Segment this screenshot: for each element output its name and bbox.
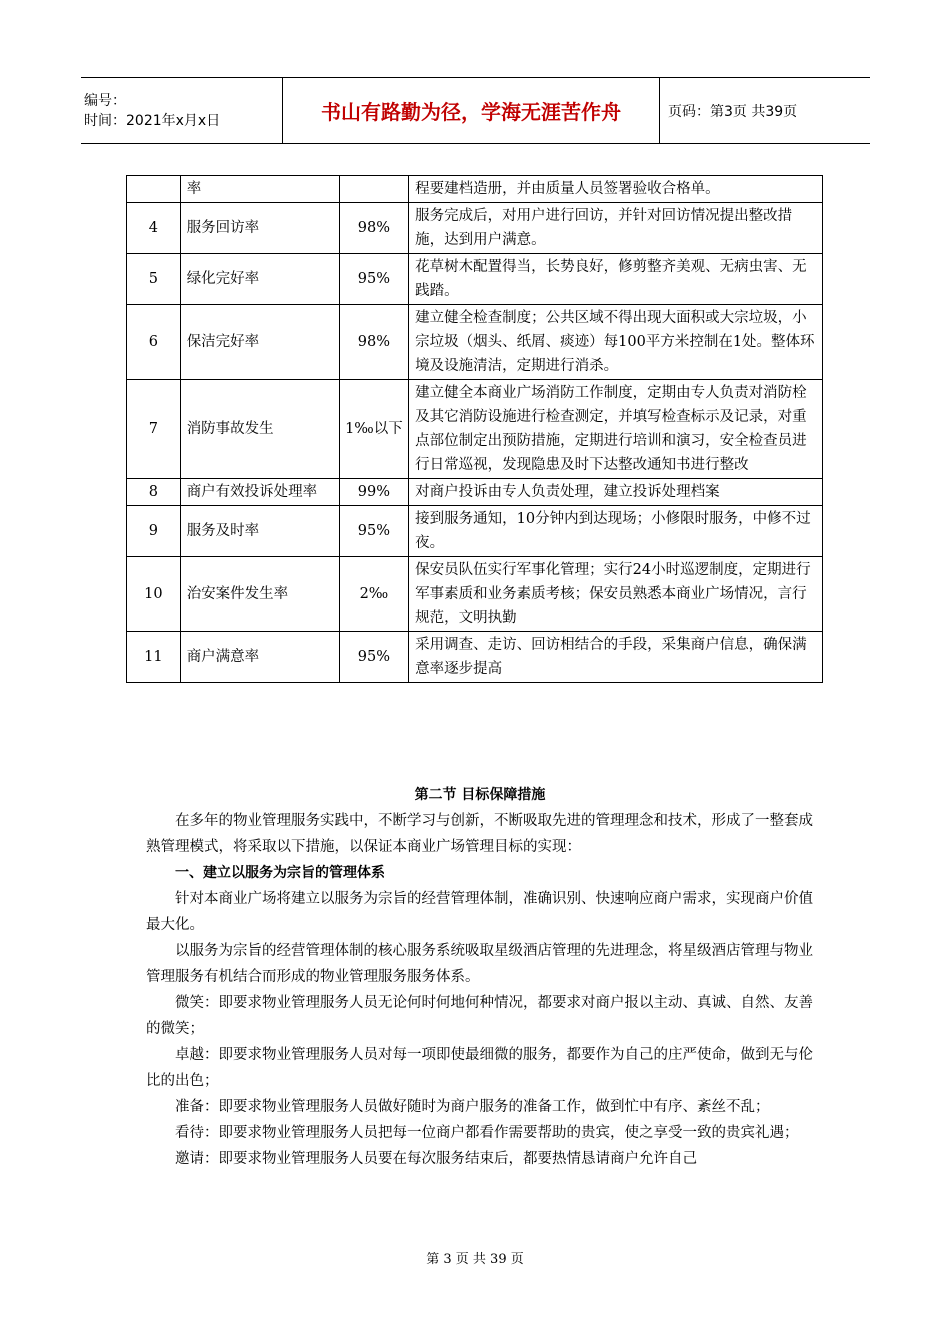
table-row (127, 632, 823, 683)
table-row (127, 380, 823, 479)
row-value: 95% (339, 506, 408, 557)
row-value: 95% (339, 632, 408, 683)
heading-1: 一、建立以服务为宗旨的管理体系 (175, 865, 385, 881)
row-value: 99% (339, 479, 408, 506)
row-value (339, 176, 408, 203)
body-text (146, 782, 814, 1172)
table-row (127, 176, 823, 203)
row-desc: 对商户投诉由专人负责处理，建立投诉处理档案 (409, 479, 823, 506)
header-meta (81, 78, 283, 144)
row-name: 率 (180, 176, 339, 203)
table-row (127, 557, 823, 632)
row-value: 98% (339, 305, 408, 380)
row-desc: 接到服务通知，10分钟内到达现场；小修限时服务，中修不过夜。 (409, 506, 823, 557)
row-value: 95% (339, 254, 408, 305)
paragraph-excellence: 卓越：即要求物业管理服务人员对每一项即使最细微的服务，都要作为自己的庄严使命，做到无与伦比的出色； (146, 1047, 813, 1089)
row-desc: 建立健全检查制度；公共区域不得出现大面积或大宗垃圾，小宗垃圾（烟头、纸屑、痰迹）每100平方米控制在1处。整体环境及设施清洁，定期进行消杀。 (409, 305, 823, 380)
row-number: 9 (127, 506, 181, 557)
number-label: 编号： (84, 92, 126, 109)
row-value: 1‰以下 (339, 380, 408, 479)
row-desc: 服务完成后，对用户进行回访，并针对回访情况提出整改措施，达到用户满意。 (409, 203, 823, 254)
row-name: 保洁完好率 (180, 305, 339, 380)
header-motto: 书山有路勤为径，学海无涯苦作舟 (283, 78, 660, 144)
table-row (127, 506, 823, 557)
row-number: 10 (127, 557, 181, 632)
paragraph-2: 以服务为宗旨的经营管理体制的核心服务系统吸取星级酒店管理的先进理念，将星级酒店管理与物业管理服务有机结合而形成的物业管理服务服务体系。 (146, 943, 813, 985)
row-name: 绿化完好率 (180, 254, 339, 305)
table-row (127, 254, 823, 305)
row-number: 7 (127, 380, 181, 479)
page-footer: 第 3 页 共 39 页 (426, 1252, 524, 1267)
row-name: 消防事故发生 (180, 380, 339, 479)
paragraph-1: 针对本商业广场将建立以服务为宗旨的经营管理体制，准确识别、快速响应商户需求，实现商户价值最大化。 (146, 891, 813, 933)
row-number: 6 (127, 305, 181, 380)
row-name: 商户有效投诉处理率 (180, 479, 339, 506)
paragraph-prepare: 准备：即要求物业管理服务人员做好随时为商户服务的准备工作，做到忙中有序、紊丝不乱； (175, 1099, 770, 1115)
row-value: 98% (339, 203, 408, 254)
paragraph-invite: 邀请：即要求物业管理服务人员要在每次服务结束后，都要热情恳请商户允许自己 (175, 1151, 697, 1167)
row-number: 5 (127, 254, 181, 305)
row-desc: 保安员队伍实行军事化管理；实行24小时巡逻制度，定期进行军事素质和业务素质考核；保安员熟悉本商业广场情况，言行规范，文明执勤 (409, 557, 823, 632)
header-page-label: 页码：第3页 共39页 (660, 78, 871, 144)
table-row (127, 479, 823, 506)
row-number: 4 (127, 203, 181, 254)
paragraph-smile: 微笑：即要求物业管理服务人员无论何时何地何种情况，都要求对商户报以主动、真诚、自然、友善的微笑； (146, 995, 813, 1037)
page-header (81, 77, 870, 144)
intro-paragraph: 在多年的物业管理服务实践中，不断学习与创新，不断吸取先进的管理理念和技术，形成了一整套成熟管理模式，将采取以下措施，以保证本商业广场管理目标的实现： (146, 813, 813, 855)
row-number (127, 176, 181, 203)
section-title: 第二节 目标保障措施 (414, 787, 546, 803)
row-name: 服务及时率 (180, 506, 339, 557)
time-label: 时间：2021年x月x日 (84, 112, 221, 129)
table-row (127, 305, 823, 380)
row-name: 服务回访率 (180, 203, 339, 254)
table-row (127, 203, 823, 254)
row-desc: 程要建档造册，并由质量人员签署验收合格单。 (409, 176, 823, 203)
row-name: 治安案件发生率 (180, 557, 339, 632)
row-number: 11 (127, 632, 181, 683)
row-number: 8 (127, 479, 181, 506)
row-desc: 采用调查、走访、回访相结合的手段，采集商户信息，确保满意率逐步提高 (409, 632, 823, 683)
row-desc: 花草树木配置得当，长势良好，修剪整齐美观、无病虫害、无践踏。 (409, 254, 823, 305)
row-value: 2‰ (339, 557, 408, 632)
target-table (126, 175, 823, 683)
paragraph-regard: 看待：即要求物业管理服务人员把每一位商户都看作需要帮助的贵宾，使之享受一致的贵宾礼遇； (175, 1125, 799, 1141)
row-desc: 建立健全本商业广场消防工作制度，定期由专人负责对消防栓及其它消防设施进行检查测定，并填写检查标示及记录，对重点部位制定出预防措施，定期进行培训和演习，安全检查员进行日常巡视，发现隐患及时下达整改通知书进行整改 (409, 380, 823, 479)
row-name: 商户满意率 (180, 632, 339, 683)
